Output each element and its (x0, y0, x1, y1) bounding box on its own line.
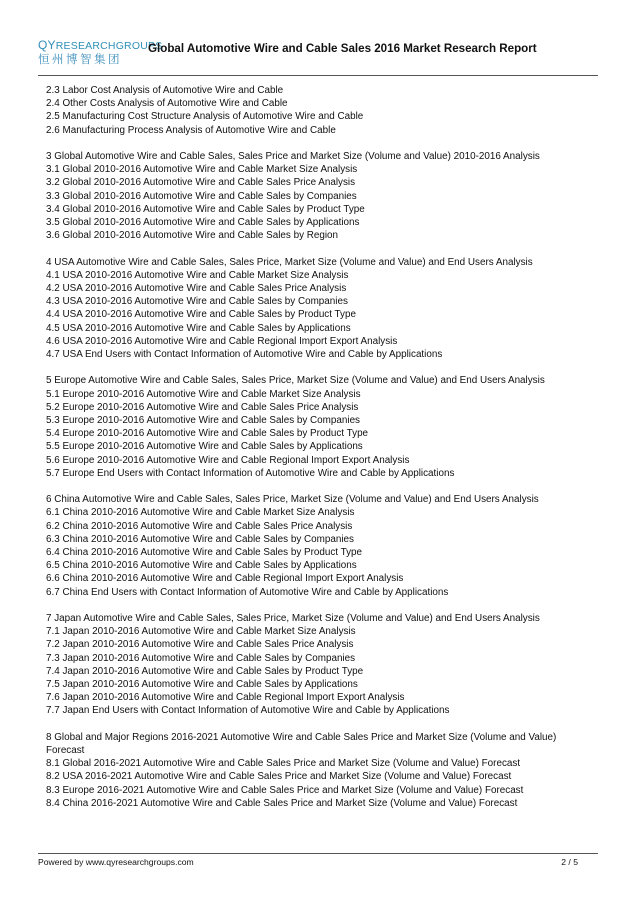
footer-divider (38, 853, 598, 854)
toc-entry: 7.6 Japan 2010-2016 Automotive Wire and Cable Regional Import Export Analysis (46, 692, 405, 704)
table-of-contents (46, 84, 594, 823)
page-number: 2 / 5 (561, 857, 578, 867)
toc-entry: 6.5 China 2010-2016 Automotive Wire and Cable Sales by Applications (46, 560, 357, 572)
toc-entry: 8 Global and Major Regions 2016-2021 Automotive Wire and Cable Sales Price and Market Size (Volume and Value) Forecast (46, 731, 557, 757)
toc-section (46, 374, 594, 480)
toc-entry: 2.6 Manufacturing Process Analysis of Automotive Wire and Cable (46, 124, 336, 136)
toc-entry: 3.3 Global 2010-2016 Automotive Wire and Cable Sales by Companies (46, 190, 357, 202)
toc-entry: 5.4 Europe 2010-2016 Automotive Wire and Cable Sales by Product Type (46, 428, 369, 440)
toc-entry: 4.6 USA 2010-2016 Automotive Wire and Cable Regional Import Export Analysis (46, 335, 398, 347)
toc-entry: 5.3 Europe 2010-2016 Automotive Wire and Cable Sales by Companies (46, 415, 360, 427)
toc-entry: 2.3 Labor Cost Analysis of Automotive Wire and Cable (46, 85, 284, 96)
toc-section (46, 84, 594, 137)
toc-entry: 6 China Automotive Wire and Cable Sales, Sales Price, Market Size (Volume and Value) and End Users Analysis (46, 494, 539, 506)
page-footer (38, 857, 598, 867)
toc-entry: 7.1 Japan 2010-2016 Automotive Wire and Cable Market Size Analysis (46, 626, 356, 638)
toc-entry: 5 Europe Automotive Wire and Cable Sales, Sales Price, Market Size (Volume and Value) and End Users Analysis (46, 375, 545, 387)
toc-entry: 5.7 Europe End Users with Contact Information of Automotive Wire and Cable by Applications (46, 467, 455, 479)
toc-section (46, 150, 594, 242)
toc-entry: 4 USA Automotive Wire and Cable Sales, Sales Price, Market Size (Volume and Value) and End Users Analysis (46, 256, 533, 268)
toc-entry: 8.2 USA 2016-2021 Automotive Wire and Cable Sales Price and Market Size (Volume and Value) Forecast (46, 771, 512, 783)
toc-entry: 3.6 Global 2010-2016 Automotive Wire and Cable Sales by Region (46, 230, 339, 242)
toc-entry: 5.5 Europe 2010-2016 Automotive Wire and Cable Sales by Applications (46, 441, 363, 453)
toc-entry: 6.4 China 2010-2016 Automotive Wire and Cable Sales by Product Type (46, 547, 363, 559)
logo-prefix: QY (38, 38, 56, 52)
toc-entry: 2.5 Manufacturing Cost Structure Analysis of Automotive Wire and Cable (46, 111, 364, 123)
toc-entry: 6.2 China 2010-2016 Automotive Wire and Cable Sales Price Analysis (46, 520, 353, 532)
toc-entry: 7 Japan Automotive Wire and Cable Sales, Sales Price, Market Size (Volume and Value) and End Users Analysis (46, 613, 540, 625)
toc-section (46, 493, 594, 599)
toc-entry: 3.4 Global 2010-2016 Automotive Wire and Cable Sales by Product Type (46, 203, 365, 215)
logo-text: RESEARCHGROUPS (55, 40, 163, 52)
page-header (38, 36, 598, 76)
company-logo (38, 38, 163, 71)
toc-entry: 7.4 Japan 2010-2016 Automotive Wire and Cable Sales by Product Type (46, 665, 364, 677)
toc-entry: 8.1 Global 2016-2021 Automotive Wire and Cable Sales Price and Market Size (Volume and Value) Forecast (46, 758, 521, 770)
toc-entry: 3 Global Automotive Wire and Cable Sales, Sales Price and Market Size (Volume and Value) 2010-2016 Analysis (46, 151, 540, 162)
toc-entry: 7.3 Japan 2010-2016 Automotive Wire and Cable Sales by Companies (46, 652, 356, 664)
toc-entry: 7.7 Japan End Users with Contact Information of Automotive Wire and Cable by Applications (46, 705, 450, 717)
toc-entry: 2.4 Other Costs Analysis of Automotive Wire and Cable (46, 98, 288, 110)
toc-entry: 4.5 USA 2010-2016 Automotive Wire and Cable Sales by Applications (46, 322, 351, 334)
toc-entry: 7.5 Japan 2010-2016 Automotive Wire and Cable Sales by Applications (46, 679, 358, 691)
toc-section (46, 731, 594, 810)
toc-entry: 6.6 China 2010-2016 Automotive Wire and Cable Regional Import Export Analysis (46, 573, 404, 585)
toc-entry: 6.1 China 2010-2016 Automotive Wire and Cable Market Size Analysis (46, 507, 355, 519)
report-title: Global Automotive Wire and Cable Sales 2016 Market Research Report (148, 42, 537, 55)
powered-by-link[interactable]: Powered by www.qyresearchgroups.com (38, 857, 194, 867)
toc-entry: 7.2 Japan 2010-2016 Automotive Wire and Cable Sales Price Analysis (46, 639, 354, 651)
toc-entry: 6.3 China 2010-2016 Automotive Wire and Cable Sales by Companies (46, 533, 354, 545)
toc-entry: 8.3 Europe 2016-2021 Automotive Wire and Cable Sales Price and Market Size (Volume and Value) Forecast (46, 784, 524, 796)
toc-entry: 4.4 USA 2010-2016 Automotive Wire and Cable Sales by Product Type (46, 309, 356, 321)
toc-entry: 4.7 USA End Users with Contact Information of Automotive Wire and Cable by Applications (46, 349, 443, 361)
toc-entry: 5.6 Europe 2010-2016 Automotive Wire and Cable Regional Import Export Analysis (46, 454, 410, 466)
toc-entry: 4.2 USA 2010-2016 Automotive Wire and Cable Sales Price Analysis (46, 283, 347, 295)
toc-entry: 5.2 Europe 2010-2016 Automotive Wire and Cable Sales Price Analysis (46, 401, 359, 413)
header-divider (38, 75, 598, 76)
toc-entry: 3.1 Global 2010-2016 Automotive Wire and Cable Market Size Analysis (46, 164, 358, 176)
toc-entry: 4.3 USA 2010-2016 Automotive Wire and Cable Sales by Companies (46, 296, 348, 308)
logo-chinese-text: 恒州博智集团 (38, 52, 122, 66)
toc-entry: 4.1 USA 2010-2016 Automotive Wire and Cable Market Size Analysis (46, 269, 349, 281)
toc-entry: 5.1 Europe 2010-2016 Automotive Wire and Cable Market Size Analysis (46, 388, 361, 400)
toc-section (46, 612, 594, 718)
toc-section (46, 256, 594, 362)
toc-entry: 3.5 Global 2010-2016 Automotive Wire and Cable Sales by Applications (46, 217, 360, 229)
toc-entry: 3.2 Global 2010-2016 Automotive Wire and Cable Sales Price Analysis (46, 177, 356, 189)
toc-entry: 8.4 China 2016-2021 Automotive Wire and Cable Sales Price and Market Size (Volume and Value) Forecast (46, 797, 518, 809)
toc-entry: 6.7 China End Users with Contact Information of Automotive Wire and Cable by Applications (46, 586, 449, 598)
